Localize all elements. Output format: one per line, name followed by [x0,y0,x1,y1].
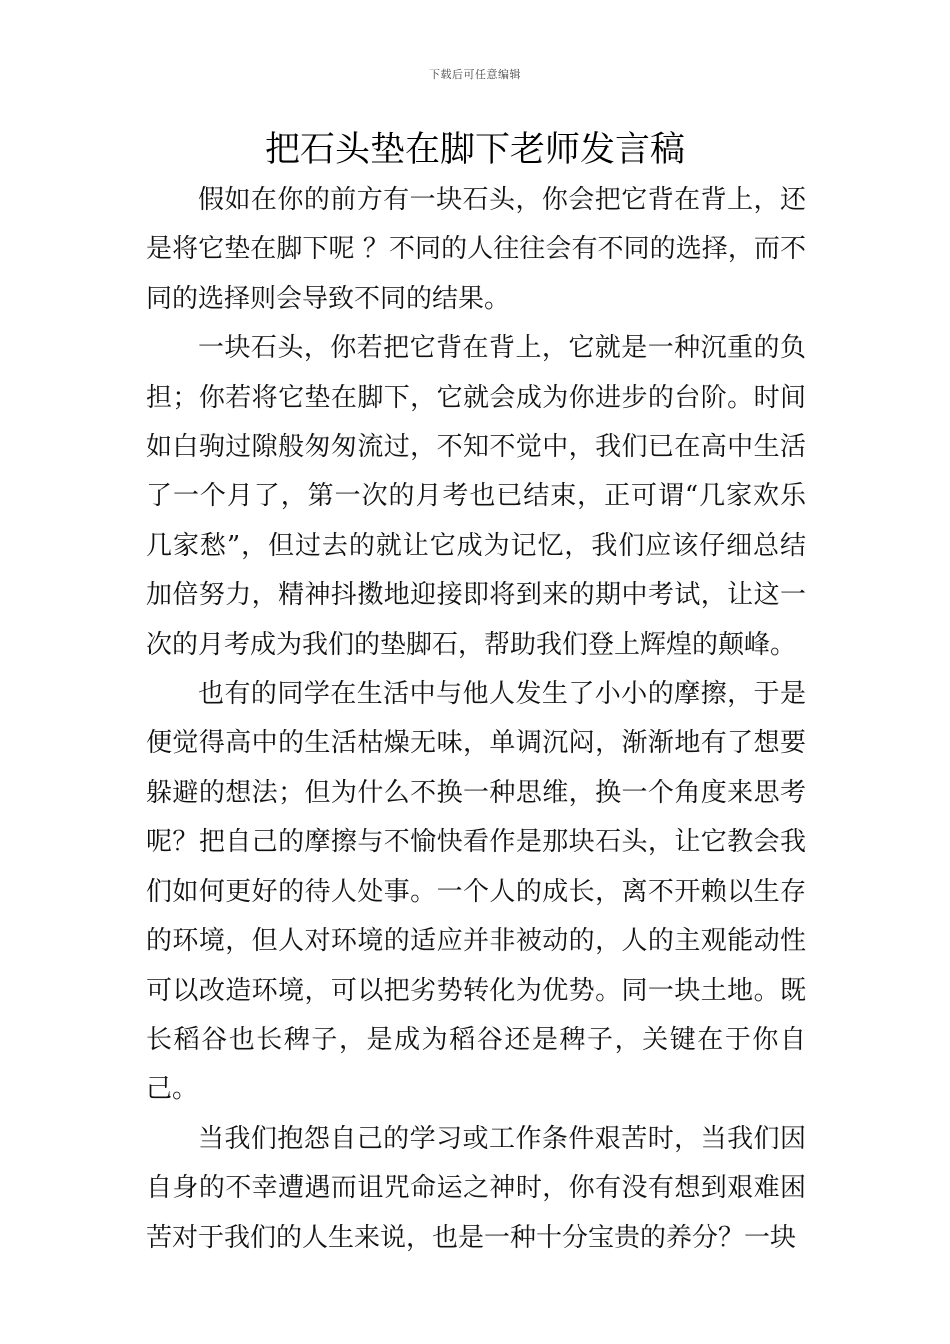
paragraph: 当我们抱怨自己的学习或工作条件艰苦时，当我们因自身的不幸遭遇而诅咒命运之神时，你有没有想到艰难困苦对于我们的人生来说，也是一种十分宝贵的养分？一块 [146,1123,806,1253]
document-title: 把石头垫在脚下老师发言稿 [264,130,685,170]
paragraph: 也有的同学在生活中与他人发生了小小的摩擦，于是便觉得高中的生活枯燥无味，单调沉闷，渐渐地有了想要躲避的想法；但为什么不换一种思维，换一个角度来思考呢？把自己的摩擦与不愉快看作是那块石头，让它教会我们如何更好的待人处事。一个人的成长，离不开赖以生存的环境，但人对环境的适应并非被动的，人的主观能动性可以改造环境，可以把劣势转化为优势。同一块土地。既长稻谷也长稗子，是成为稻谷还是稗子，关键在于你自己。 [146,679,806,1105]
paragraph: 一块石头，你若把它背在背上，它就是一种沉重的负担；你若将它垫在脚下，它就会成为你进步的台阶。时间如白驹过隙般匆匆流过，不知不觉中，我们已在高中生活了一个月了，第一次的月考也已结束，正可谓“几家欢乐几家愁”，但过去的就让它成为记忆，我们应该仔细总结加倍努力，精神抖擞地迎接即将到来的期中考试，让这一次的月考成为我们的垫脚石，帮助我们登上辉煌的颠峰。 [146,333,806,660]
document-body [146,176,806,1263]
header-note: 下载后可任意编辑 [429,68,521,81]
paragraph: 假如在你的前方有一块石头，你会把它背在背上，还是将它垫在脚下呢 ？不同的人往往会有不同的选择，而不同的选择则会导致不同的结果。 [146,185,806,314]
